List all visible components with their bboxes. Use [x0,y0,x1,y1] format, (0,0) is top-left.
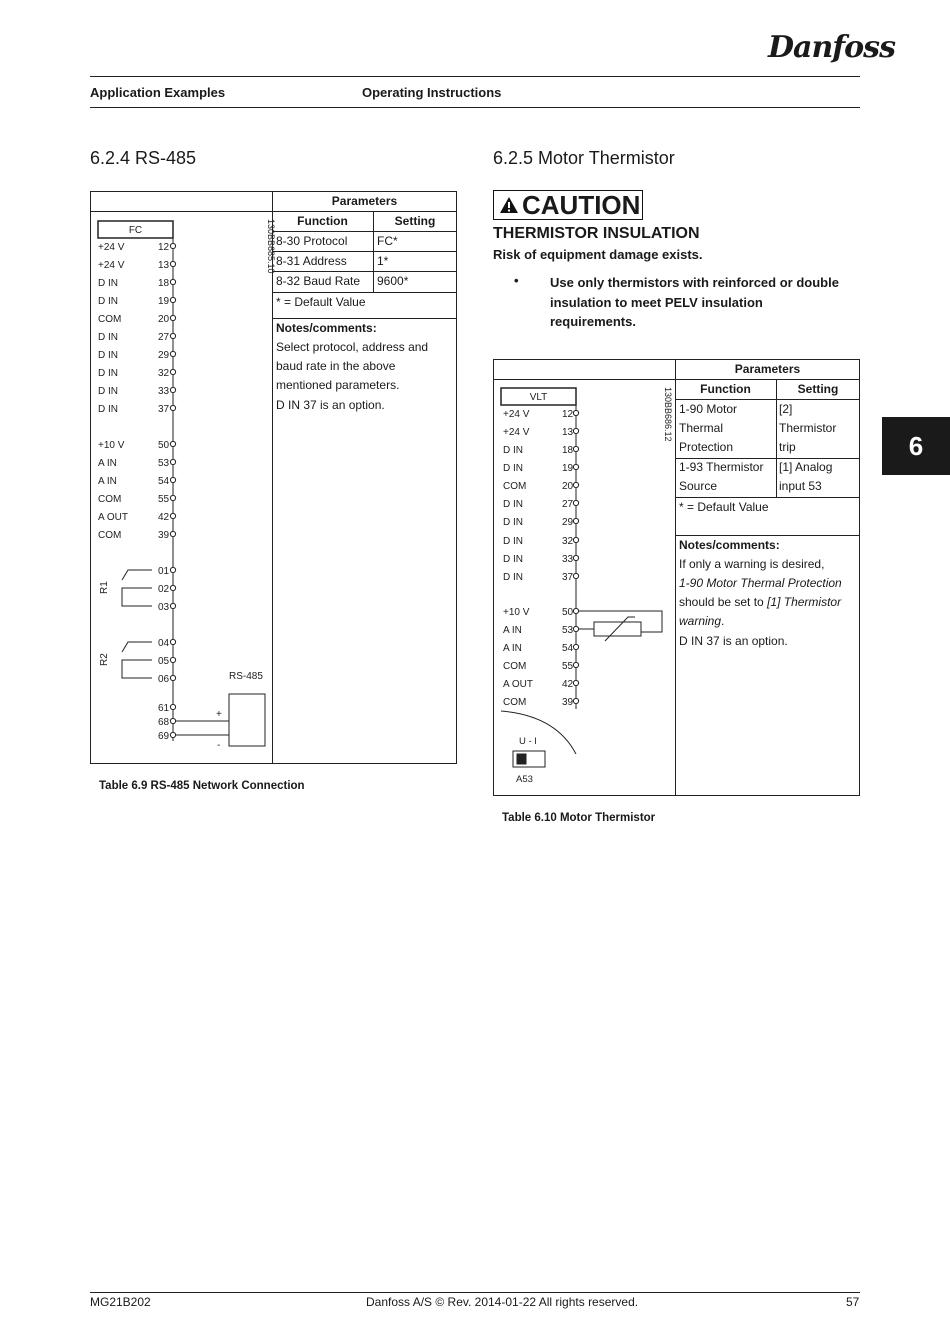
caution-label-box [493,190,643,220]
terminal-number: 54 [562,643,574,654]
terminal-connector [573,537,578,542]
param-setting: 9600* [377,274,409,288]
col-setting: Setting [394,214,436,228]
footer-copyright: Danfoss A/S © Rev. 2014-01-22 All rights reserved. [366,1295,639,1309]
terminal-number: 27 [158,332,170,343]
terminal-connector [170,261,175,266]
footer-page-number: 57 [846,1295,860,1309]
minus-sign: - [217,740,221,751]
terminal-number: 50 [562,607,574,618]
terminal-label: +24 V [98,242,125,253]
terminal-number: 29 [158,350,170,361]
terminal-connector [170,405,175,410]
terminal-connector [573,644,578,649]
terminal-label: D IN [503,572,523,583]
terminal-label: D IN [98,368,118,379]
terminal-number: 42 [158,512,170,523]
terminal-number: 55 [158,494,170,505]
terminal-connector [573,662,578,667]
device-title: FC [128,225,143,236]
terminal-number: 42 [562,679,574,690]
relay-contact [122,642,135,652]
terminal-number: 54 [158,476,170,487]
terminal-connector [573,573,578,578]
relay-terminal-number: 02 [158,584,170,595]
terminal-label: A IN [98,458,117,469]
terminal-label: D IN [98,350,118,361]
terminal-connector [573,464,578,469]
notes-line: mentioned parameters. [276,378,400,392]
diagram-break-line [501,711,576,754]
switch-label: U - I [519,736,537,747]
terminal-connector [573,410,578,415]
terminal-label: D IN [503,463,523,474]
notes-line: If only a warning is desired, [679,557,825,571]
caution-label: CAUTION [522,190,641,220]
header-doc-type: Operating Instructions [362,85,502,100]
terminal-label: D IN [98,386,118,397]
vlt-wiring-diagram [493,379,675,795]
section-heading-motor-thermistor: 6.2.5 Motor Thermistor [493,148,675,168]
terminal-connector [170,585,175,590]
terminal-connector [573,518,578,523]
terminal-number: 18 [562,445,574,456]
terminal-number: 37 [158,404,170,415]
footer-doc-id: MG21B202 [90,1295,151,1309]
terminal-number: 12 [158,242,170,253]
bus-terminal-number: 68 [158,717,170,728]
param-function: 8-32 Baud Rate [276,274,361,288]
notes-line: Select protocol, address and [276,340,429,354]
caution-subtitle: Risk of equipment damage exists. [493,247,703,262]
fc-wiring-diagram [90,211,276,763]
danfoss-logo: Danfoss [768,30,895,65]
col-function: Function [700,382,751,396]
bus-terminal-number: 61 [158,703,170,714]
terminal-connector [170,675,175,680]
param-function: 1-90 Motor Thermal Protection [679,402,738,454]
terminal-number: 50 [158,440,170,451]
caution-title: THERMISTOR INSULATION [493,225,700,242]
terminal-number: 55 [562,661,574,672]
terminal-number: 12 [562,409,574,420]
params-title: Parameters [734,362,801,376]
terminal-label: COM [98,530,122,541]
relay-terminal-number: 06 [158,674,170,685]
terminal-label: A IN [503,643,522,654]
terminal-number: 19 [562,463,574,474]
terminal-number: 13 [562,427,574,438]
terminal-number: 39 [562,697,574,708]
default-value-note: * = Default Value [679,500,769,514]
terminal-connector [170,351,175,356]
notes-line: D IN 37 is an option. [679,634,788,648]
terminal-label: +24 V [503,409,530,420]
terminal-number: 13 [158,260,170,271]
terminal-connector [170,732,175,737]
table-caption: Table 6.10 Motor Thermistor [502,812,656,824]
terminal-connector [573,698,578,703]
terminal-label: D IN [503,554,523,565]
relay-contact [122,660,135,678]
terminal-label: A IN [503,625,522,636]
terminal-connector [170,639,175,644]
relay-terminal-number: 01 [158,566,170,577]
terminal-connector [573,428,578,433]
param-setting: [1] Analog input 53 [779,460,833,493]
plus-sign: + [216,709,222,720]
rs485-device [229,694,265,746]
terminal-connector [170,531,175,536]
terminal-connector [573,555,578,560]
relay-terminal-number: 04 [158,638,170,649]
terminal-label: D IN [503,517,523,528]
terminal-connector [573,608,578,613]
caution-bullet-text: Use only thermistors with reinforced or double insulation to meet PELV insulation requirements. [550,275,839,329]
terminal-connector [170,333,175,338]
header-rule-bottom [90,107,860,108]
bullet-icon: • [514,273,519,288]
terminal-number: 29 [562,517,574,528]
notes-line: warning. [679,614,725,628]
header-section: Application Examples [90,85,226,100]
notes-line: baud rate in the above [276,359,396,373]
terminal-connector [170,459,175,464]
terminal-label: COM [503,661,527,672]
terminal-number: 53 [562,625,574,636]
terminal-label: +24 V [98,260,125,271]
terminal-connector [170,387,175,392]
terminal-label: D IN [503,536,523,547]
relay-contact [122,588,135,606]
notes-title: Notes/comments: [276,321,377,335]
chapter-tab[interactable]: 6 [882,417,950,475]
terminal-label: A IN [98,476,117,487]
param-function: 8-31 Address [276,254,347,268]
terminal-number: 33 [158,386,170,397]
section-heading-rs485: 6.2.4 RS-485 [90,148,197,168]
terminal-label: D IN [98,404,118,415]
relay-terminal-number: 05 [158,656,170,667]
terminal-connector [573,500,578,505]
terminal-connector [170,441,175,446]
terminal-connector [573,446,578,451]
header-rule-top [90,76,860,77]
default-value-note: * = Default Value [276,295,366,309]
terminal-connector [170,657,175,662]
bus-terminal-number: 69 [158,731,170,742]
terminal-connector [170,718,175,723]
terminal-label: +24 V [503,427,530,438]
terminal-number: 37 [562,572,574,583]
terminal-connector [573,482,578,487]
warning-triangle-icon [499,196,519,214]
terminal-connector [170,603,175,608]
col-function: Function [297,214,348,228]
terminal-label: +10 V [503,607,530,618]
terminal-connector [573,626,578,631]
terminal-number: 18 [158,278,170,289]
terminal-label: D IN [503,445,523,456]
footer-rule [90,1292,860,1293]
terminal-connector [170,369,175,374]
terminal-number: 33 [562,554,574,565]
notes-title: Notes/comments: [679,538,780,552]
terminal-connector [170,279,175,284]
device-title: VLT [529,392,548,403]
terminal-connector [170,477,175,482]
switch-toggle [517,754,526,764]
terminal-number: 20 [562,481,574,492]
terminal-number: 19 [158,296,170,307]
terminal-label: COM [98,314,122,325]
notes-line: should be set to [1] Thermistor [679,595,842,609]
terminal-label: D IN [98,332,118,343]
terminal-number: 27 [562,499,574,510]
terminal-label: A OUT [503,679,534,690]
terminal-connector [170,315,175,320]
terminal-number: 39 [158,530,170,541]
relay-label: R1 [99,581,110,594]
table-caption: Table 6.9 RS-485 Network Connection [99,780,305,792]
rs485-label: RS-485 [229,671,263,682]
terminal-connector [170,297,175,302]
notes-line: D IN 37 is an option. [276,398,385,412]
param-function: 1-93 Thermistor Source [679,460,764,493]
notes-line: 1-90 Motor Thermal Protection [679,576,842,590]
terminal-number: 20 [158,314,170,325]
thermistor-symbol [594,622,641,636]
terminal-label: COM [503,481,527,492]
terminal-label: A OUT [98,512,129,523]
param-setting: 1* [377,254,389,268]
terminal-connector [170,513,175,518]
relay-contact [122,570,135,580]
terminal-label: +10 V [98,440,125,451]
drawing-id: 130BB685.10 [266,219,276,274]
relay-terminal-number: 03 [158,602,170,613]
terminal-connector [170,243,175,248]
terminal-label: D IN [98,278,118,289]
thermistor-symbol [605,617,635,641]
relay-label: R2 [99,653,110,666]
terminal-connector [170,567,175,572]
terminal-connector [573,680,578,685]
terminal-number: 53 [158,458,170,469]
terminal-number: 32 [158,368,170,379]
terminal-label: COM [98,494,122,505]
terminal-connector [170,495,175,500]
param-setting: FC* [377,234,398,248]
param-function: 8-30 Protocol [276,234,348,248]
param-setting: [2] Thermistor trip [779,402,837,454]
terminal-connector [170,704,175,709]
terminal-number: 32 [562,536,574,547]
switch-name: A53 [516,774,533,785]
params-title: Parameters [331,194,398,208]
terminal-label: D IN [98,296,118,307]
col-setting: Setting [797,382,839,396]
terminal-label: D IN [503,499,523,510]
drawing-id: 130BB686.12 [663,387,673,442]
terminal-label: COM [503,697,527,708]
